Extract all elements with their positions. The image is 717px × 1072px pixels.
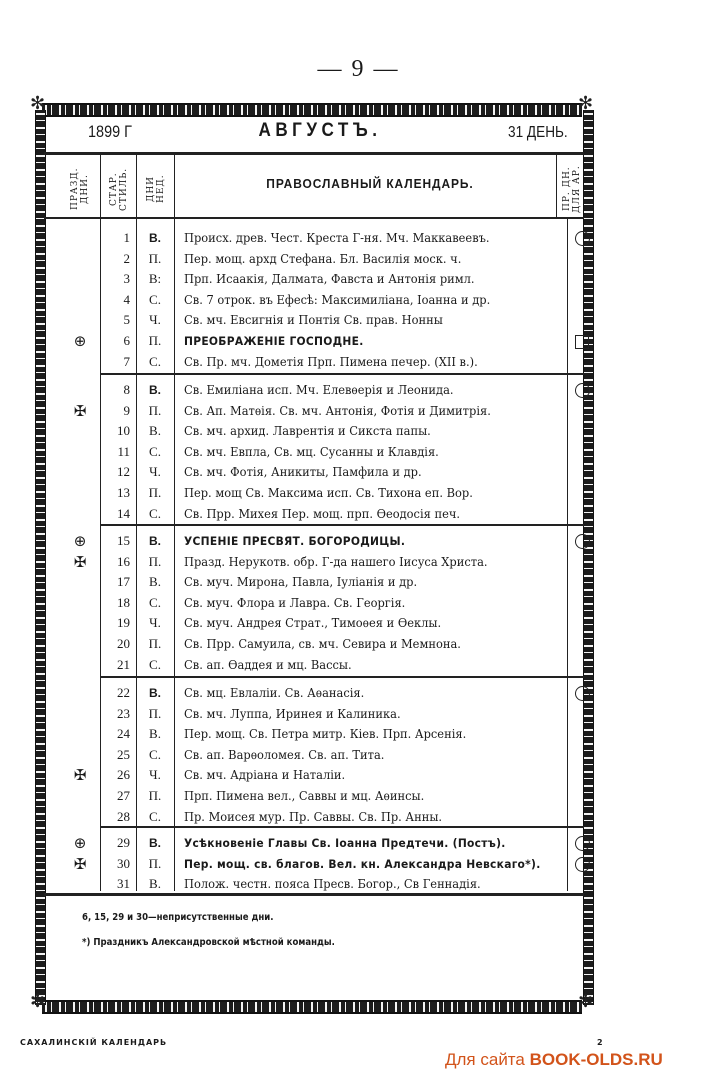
day-number: 1 <box>123 230 130 245</box>
day-row <box>0 634 717 655</box>
feast-cross-icon: ✠ <box>73 854 87 873</box>
day-row <box>0 380 717 401</box>
corner-flourish-icon: ✻ <box>578 93 594 114</box>
day-number: 24 <box>117 726 130 742</box>
commemoration-text: Св. муч. Флора и Лавра. Св. Георгія. <box>184 595 406 610</box>
circle-icon <box>575 383 590 398</box>
signature-number: 2 <box>597 1038 603 1047</box>
weekday: В. <box>149 423 161 439</box>
commemoration-text: Пер. мощ. св. благов. Вел. кн. Александра Невскаго*). <box>184 856 541 871</box>
day-row <box>0 807 717 828</box>
day-row <box>0 228 717 249</box>
weekday: Ч. <box>149 767 161 783</box>
week-separator <box>100 373 584 375</box>
commemoration-text: Св. 7 отрок. въ Ефесѣ: Максимиліана, Іоанна и др. <box>184 292 491 307</box>
day-row <box>0 854 717 875</box>
column-divider <box>174 155 175 217</box>
weekday: В. <box>149 534 161 548</box>
weekday: В. <box>149 686 161 700</box>
day-number: 6 <box>123 333 130 348</box>
weekday: Ч. <box>149 312 161 328</box>
day-number: 17 <box>117 574 130 590</box>
day-row <box>0 655 717 676</box>
weekday: В. <box>149 383 161 397</box>
commemoration-text: Св. мч. Луппа, Иринея и Калиника. <box>184 706 401 721</box>
weekday: С. <box>149 594 161 610</box>
day-number: 11 <box>117 443 130 459</box>
publication-title: САХАЛИНСКІЙ КАЛЕНДАРЬ <box>20 1038 168 1047</box>
page-number: — 9 — <box>317 56 400 82</box>
day-number: 15 <box>117 533 130 548</box>
commemoration-text: Св. муч. Андрея Страт., Тимоѳея и Ѳеклы. <box>184 616 442 631</box>
column-divider <box>136 155 137 217</box>
week-separator <box>100 676 584 678</box>
commemoration-text: Св. мч. архид. Лаврентія и Сикста папы. <box>184 424 431 439</box>
day-row <box>0 483 717 504</box>
day-row <box>0 704 717 725</box>
day-number: 29 <box>117 835 130 850</box>
days-count-label: 31 ДЕНЬ. <box>508 124 568 141</box>
day-number: 28 <box>117 808 130 824</box>
commemoration-text: Пер. мощ. Св. Петра митр. Кіев. Прп. Арсенія. <box>184 727 467 742</box>
great-feast-icon: ⊕ <box>73 834 87 852</box>
circle-icon <box>575 534 590 549</box>
day-row <box>0 290 717 311</box>
year-label: 1899 Г <box>88 122 132 141</box>
column-header-holidays: ПР. ДН. ДЛЯ АР. <box>562 165 582 213</box>
day-row <box>0 874 717 895</box>
feast-cross-icon: ✠ <box>73 552 87 571</box>
column-header-old-style: СТАР. СТИЛЬ. <box>109 167 129 211</box>
day-row <box>0 765 717 786</box>
weekday: Ч. <box>149 615 161 631</box>
commemoration-text: Усѣкновеніе Главы Св. Іоанна Предтечи. (Постъ). <box>184 836 506 850</box>
holiday-mark <box>573 854 591 874</box>
commemoration-text: Св. Прр. Самуила, св. мч. Севира и Мемнона. <box>184 637 461 651</box>
column-header-feast-days: ПРАЗД. ДНИ. <box>70 167 90 211</box>
commemoration-text: Пр. Моисея мур. Пр. Саввы. Св. Пр. Анны. <box>184 809 443 824</box>
commemoration-text: Пер. мощ Св. Максима исп. Св. Тихона еп. Вор. <box>184 486 473 500</box>
day-number: 8 <box>123 382 130 397</box>
weekday: В: <box>148 271 162 287</box>
column-divider <box>556 155 557 217</box>
ornament-border-top <box>42 103 582 117</box>
day-number: 12 <box>117 464 130 480</box>
commemoration-text: Св. ап. Варѳоломея. Св. ап. Тита. <box>184 747 385 762</box>
great-feast-icon: ⊕ <box>73 532 87 550</box>
day-number: 3 <box>123 271 130 287</box>
weekday: П. <box>148 553 162 569</box>
feast-cross-icon: ✠ <box>73 766 87 785</box>
column-header-weekdays: ДНИ НЕД. <box>146 174 166 204</box>
column-divider <box>100 155 101 217</box>
day-number: 7 <box>123 353 130 369</box>
day-row <box>0 531 717 552</box>
footnote: *) Праздникъ Александровской мѣстной команды. <box>82 937 335 948</box>
commemoration-text: Св. Прр. Михея Пер. мощ. прп. Ѳеодосія печ. <box>184 506 461 521</box>
weekday: В. <box>149 574 161 590</box>
commemoration-text: Празд. Нерукотв. обр. Г-да нашего Іисуса Христа. <box>184 554 488 569</box>
holiday-mark <box>573 531 591 551</box>
day-row <box>0 421 717 442</box>
feast-cross-icon: ✠ <box>73 401 87 420</box>
watermark[interactable] <box>445 1050 663 1070</box>
header-rule <box>44 152 584 155</box>
holiday-mark <box>573 331 591 351</box>
commemoration-text: Прп. Исаакія, Далмата, Фавста и Антонія римл. <box>184 272 475 287</box>
holiday-mark <box>573 380 591 400</box>
holiday-mark <box>573 228 591 248</box>
weekday: В. <box>149 231 161 245</box>
weekday: П. <box>148 485 162 500</box>
commemoration-text: Св. Ап. Матѳія. Св. мч. Антонія, Фотія и Димитрія. <box>184 403 491 418</box>
weekday: В. <box>149 726 161 742</box>
commemoration-text: Св. мц. Евлаліи. Св. Аѳанасія. <box>184 686 365 700</box>
great-feast-icon: ⊕ <box>73 332 87 350</box>
week-separator <box>100 524 584 526</box>
day-number: 2 <box>123 250 130 266</box>
day-row <box>0 745 717 766</box>
day-row <box>0 593 717 614</box>
commemoration-text: Св. мч. Адріана и Наталіи. <box>184 768 346 783</box>
day-number: 26 <box>117 767 130 783</box>
commemoration-text: Полож. честн. пояса Пресв. Богор., Св Геннадія. <box>184 877 481 892</box>
day-row <box>0 683 717 704</box>
watermark-site[interactable]: BOOK-OLDS.RU <box>529 1050 663 1069</box>
corner-flourish-icon: ✻ <box>30 93 46 114</box>
day-number: 9 <box>123 402 130 418</box>
commemoration-text: Св. Емиліана исп. Мч. Елевѳерія и Леонида. <box>184 383 454 397</box>
day-row <box>0 613 717 634</box>
day-number: 14 <box>117 505 130 521</box>
day-number: 5 <box>123 312 130 328</box>
ornament-border-bottom <box>42 1000 582 1014</box>
weekday: П. <box>148 705 162 721</box>
non-working-days-note: 6, 15, 29 и 30—неприсутственные дни. <box>82 912 274 923</box>
day-number: 19 <box>117 615 130 631</box>
commemoration-text: УСПЕНІЕ ПРЕСВЯТ. БОГОРОДИЦЫ. <box>184 534 406 548</box>
day-number: 31 <box>117 876 130 892</box>
square-icon <box>575 335 589 349</box>
day-number: 23 <box>117 705 130 721</box>
weekday: С. <box>149 353 161 369</box>
weekday: П. <box>148 333 162 348</box>
holiday-mark <box>573 683 591 703</box>
commemoration-text: Св. Пр. мч. Дометія Прп. Пимена печер. (XII в.). <box>184 354 478 369</box>
commemoration-text: Прп. Пимена вел., Саввы и мц. Аѳинсы. <box>184 789 425 803</box>
month-title: АВГУСТЪ. <box>258 120 382 141</box>
day-number: 16 <box>117 553 130 569</box>
weekday: В. <box>149 876 161 892</box>
weekday: С. <box>149 746 161 762</box>
day-number: 18 <box>117 594 130 610</box>
day-number: 22 <box>117 685 130 700</box>
commemoration-text: Св. ап. Ѳаддея и мц. Вассы. <box>184 657 352 672</box>
commemoration-text: Св. мч. Евпла, Св. мц. Сусанны и Клавдія. <box>184 444 439 459</box>
day-row <box>0 331 717 352</box>
circle-icon <box>575 836 590 851</box>
day-number: 30 <box>117 855 130 871</box>
weekday: П. <box>148 855 162 871</box>
day-row <box>0 269 717 290</box>
circle-icon <box>575 686 590 701</box>
day-number: 21 <box>117 656 130 672</box>
day-row <box>0 310 717 331</box>
day-row <box>0 401 717 422</box>
commemoration-text: Происх. древ. Чест. Креста Г-ня. Мч. Маккавеевъ. <box>184 231 490 245</box>
calendar-title: ПРАВОСЛАВНЫЙ КАЛЕНДАРЬ. <box>266 176 474 191</box>
day-row <box>0 724 717 745</box>
corner-flourish-icon: ✻ <box>578 991 594 1012</box>
day-row <box>0 249 717 270</box>
day-row <box>0 786 717 807</box>
weekday: П. <box>148 788 162 803</box>
day-number: 13 <box>117 485 130 500</box>
day-row <box>0 462 717 483</box>
day-row <box>0 504 717 525</box>
commemoration-text: Св. муч. Мирона, Павла, Іуліанія и др. <box>184 575 418 590</box>
day-number: 25 <box>117 746 130 762</box>
day-number: 4 <box>123 291 130 307</box>
columns-header-rule <box>44 217 584 219</box>
weekday: П. <box>148 636 162 651</box>
commemoration-text: Пер. мощ. архд Стефана. Бл. Василія моск. ч. <box>184 251 462 266</box>
circle-icon <box>575 857 590 872</box>
weekday: П. <box>148 402 162 418</box>
holiday-mark <box>573 833 591 853</box>
corner-flourish-icon: ✻ <box>30 991 46 1012</box>
commemoration-text: ПРЕОБРАЖЕНІЕ ГОСПОДНЕ. <box>184 334 364 348</box>
weekday: С. <box>149 505 161 521</box>
day-number: 20 <box>117 636 130 651</box>
day-row <box>0 352 717 373</box>
watermark-prefix: Для сайта <box>445 1050 525 1069</box>
commemoration-text: Св. мч. Фотія, Аникиты, Памфила и др. <box>184 465 422 480</box>
day-row <box>0 833 717 854</box>
day-row <box>0 442 717 463</box>
weekday: Ч. <box>149 464 161 480</box>
day-row <box>0 552 717 573</box>
circle-icon <box>575 231 590 246</box>
weekday: С. <box>149 656 161 672</box>
day-number: 10 <box>117 423 130 439</box>
commemoration-text: Св. мч. Евсигнія и Понтія Св. прав. Нонны <box>184 313 443 328</box>
weekday: С. <box>149 291 161 307</box>
weekday: П. <box>148 250 162 266</box>
weekday: С. <box>149 808 161 824</box>
day-row <box>0 572 717 593</box>
day-number: 27 <box>117 788 130 803</box>
weekday: С. <box>149 443 161 459</box>
weekday: В. <box>149 836 161 850</box>
